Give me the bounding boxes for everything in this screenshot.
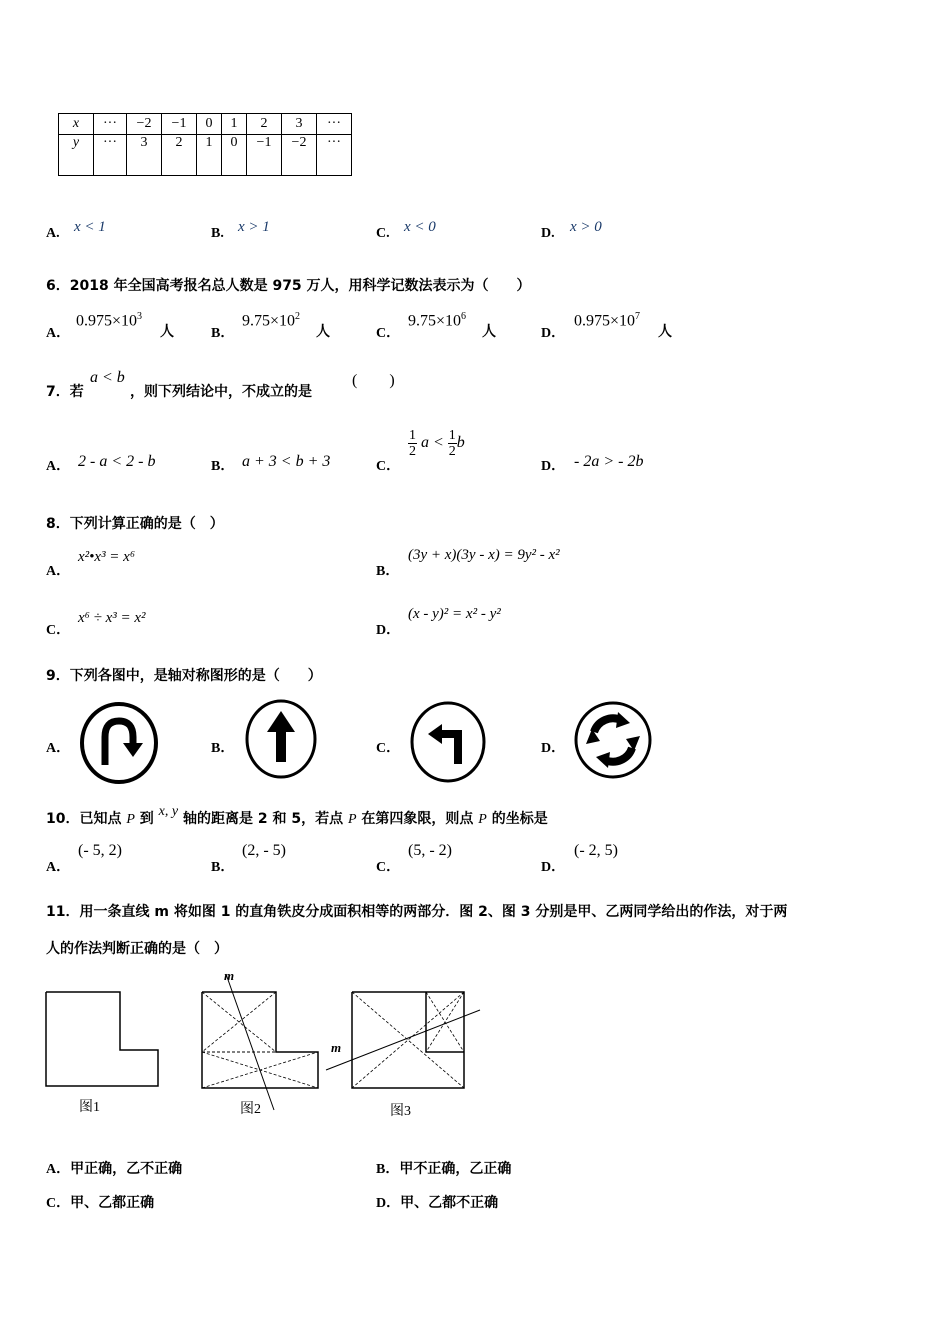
- table-cell: 2: [162, 135, 197, 176]
- q5-option-c[interactable]: C.: [376, 226, 390, 241]
- q6-option-b[interactable]: B．: [211, 326, 235, 341]
- q9-option-a[interactable]: A．: [46, 741, 71, 756]
- q6-option-c[interactable]: C．: [376, 326, 401, 341]
- table-cell: −2: [282, 135, 317, 176]
- straight-arrow-sign-icon: [243, 698, 319, 780]
- table-cell: ···: [94, 114, 127, 135]
- figure-2-diagram: [196, 970, 326, 1115]
- q5-option-b[interactable]: B.: [211, 226, 224, 241]
- q6-option-c-value: $9.75\times 10^6$: [408, 311, 467, 330]
- q6-option-d[interactable]: D．: [541, 326, 566, 341]
- q9-option-b[interactable]: B．: [211, 741, 235, 756]
- q5-option-c-value: x < 0: [404, 219, 436, 235]
- q7-option-c[interactable]: C．: [376, 459, 401, 474]
- q6-option-a-value: $0.975\times 10^3$: [76, 311, 143, 330]
- q7-option-b[interactable]: B．: [211, 459, 235, 474]
- q10-option-c-value: (5, - 2): [408, 842, 452, 859]
- figure-1-caption: 图1: [79, 1100, 100, 1115]
- table-cell: 1: [197, 135, 222, 176]
- q9-option-c[interactable]: C．: [376, 741, 401, 756]
- q11-option-c[interactable]: C．甲、乙都正确: [46, 1195, 155, 1211]
- q11-option-b[interactable]: B．甲不正确，乙正确: [376, 1161, 512, 1177]
- q7-option-b-value: a + 3 < b + 3: [242, 453, 331, 470]
- q10-option-a[interactable]: A．: [46, 860, 71, 875]
- q8-option-c-value: x⁶ ÷ x³ = x²: [78, 610, 146, 626]
- q10-option-b[interactable]: B．: [211, 860, 235, 875]
- roundabout-sign-icon: [572, 699, 654, 781]
- q11-option-a[interactable]: A．甲正确，乙不正确: [46, 1161, 183, 1177]
- table-cell: y: [59, 135, 94, 176]
- table-row-y: [59, 135, 352, 176]
- q8-option-b[interactable]: B．: [376, 564, 400, 579]
- q7-suffix: ，则下列结论中，不成立的是: [130, 384, 312, 400]
- table-cell: ···: [317, 135, 352, 176]
- q10-option-c[interactable]: C．: [376, 860, 401, 875]
- q9-text: 9．下列各图中，是轴对称图形的是（ ）: [46, 668, 322, 684]
- q6-option-d-unit: 人: [658, 324, 672, 340]
- q7-condition: a < b: [90, 369, 125, 386]
- q8-text: 8．下列计算正确的是（ ）: [46, 516, 224, 532]
- q8-option-d-value: (x - y)² = x² - y²: [408, 606, 501, 622]
- q6-option-c-unit: 人: [482, 324, 496, 340]
- q6-option-a[interactable]: A．: [46, 326, 71, 341]
- q7-prefix: 7．若: [46, 384, 84, 400]
- q5-option-a[interactable]: A.: [46, 226, 60, 241]
- q5-option-b-value: x > 1: [238, 219, 270, 235]
- table-row-x: [59, 114, 352, 135]
- figure-1-l-shape: [44, 990, 164, 1090]
- figure-3-caption: 图3: [390, 1104, 411, 1119]
- q11-text-line1: 11．用一条直线 m 将如图 1 的直角铁皮分成面积相等的两部分．图 2、图 3 分别是甲、乙两同学给出的作法，对于两: [46, 904, 788, 920]
- q7-option-d[interactable]: D．: [541, 459, 566, 474]
- table-cell: −1: [247, 135, 282, 176]
- q6-options: [46, 312, 906, 342]
- xy-table: [58, 113, 352, 176]
- q10-option-b-value: (2, - 5): [242, 842, 286, 859]
- q6-text: 6．2018 年全国高考报名总人数是 975 万人，用科学记数法表示为（ ）: [46, 278, 531, 294]
- table-cell: 2: [247, 114, 282, 135]
- q7-option-c-value: $\frac{1}{2}$ a < $\frac{1}{2}$ b: [409, 428, 465, 459]
- table-cell: x: [59, 114, 94, 135]
- q10-option-d-value: (- 2, 5): [574, 842, 618, 859]
- figure-2-line-m: m: [224, 968, 235, 983]
- figure-3-line-m: m: [331, 1040, 342, 1055]
- q6-option-a-unit: 人: [160, 324, 174, 340]
- figure-2-caption: 图2: [240, 1102, 261, 1117]
- q6-option-b-value: $9.75\times 10^2$: [242, 311, 301, 330]
- q10-option-d[interactable]: D．: [541, 860, 566, 875]
- q11-text-line2: 人的作法判断正确的是（ ）: [46, 941, 228, 957]
- table-cell: 0: [222, 135, 247, 176]
- q11-option-d[interactable]: D．甲、乙都不正确: [376, 1195, 499, 1211]
- q9-option-d[interactable]: D．: [541, 741, 566, 756]
- q8-option-c[interactable]: C．: [46, 623, 71, 638]
- figure-3-diagram: [322, 986, 487, 1096]
- q6-option-b-unit: 人: [316, 324, 330, 340]
- q10-text: 10．已知点 P 到 x, y 轴的距离是 2 和 5，若点 P 在第四象限，则点 P 的坐标是: [46, 804, 548, 827]
- q8-option-d[interactable]: D．: [376, 623, 401, 638]
- q5-option-a-value: x < 1: [74, 219, 106, 235]
- q8-option-a[interactable]: A．: [46, 564, 71, 579]
- q5-option-d[interactable]: D.: [541, 226, 555, 241]
- u-turn-sign-icon: [77, 701, 161, 785]
- q7-option-a[interactable]: A．: [46, 459, 71, 474]
- q6-option-d-value: $0.975\times 10^7$: [574, 311, 641, 330]
- q8-option-b-value: (3y + x)(3y - x) = 9y² - x²: [408, 547, 560, 563]
- q10-option-a-value: (- 5, 2): [78, 842, 122, 859]
- table-cell: 1: [222, 114, 247, 135]
- table-cell: ···: [94, 135, 127, 176]
- table-cell: ···: [317, 114, 352, 135]
- table-cell: −2: [127, 114, 162, 135]
- table-cell: 3: [282, 114, 317, 135]
- left-turn-sign-icon: [408, 700, 488, 784]
- q5-option-d-value: x > 0: [570, 219, 602, 235]
- table-cell: 3: [127, 135, 162, 176]
- q7-option-d-value: - 2a > - 2b: [574, 453, 644, 470]
- table-cell: 0: [197, 114, 222, 135]
- q7-paren: ( ): [352, 372, 395, 389]
- q8-option-a-value: x²•x³ = x⁶: [78, 549, 136, 565]
- q7-option-a-value: 2 - a < 2 - b: [78, 453, 156, 470]
- table-cell: −1: [162, 114, 197, 135]
